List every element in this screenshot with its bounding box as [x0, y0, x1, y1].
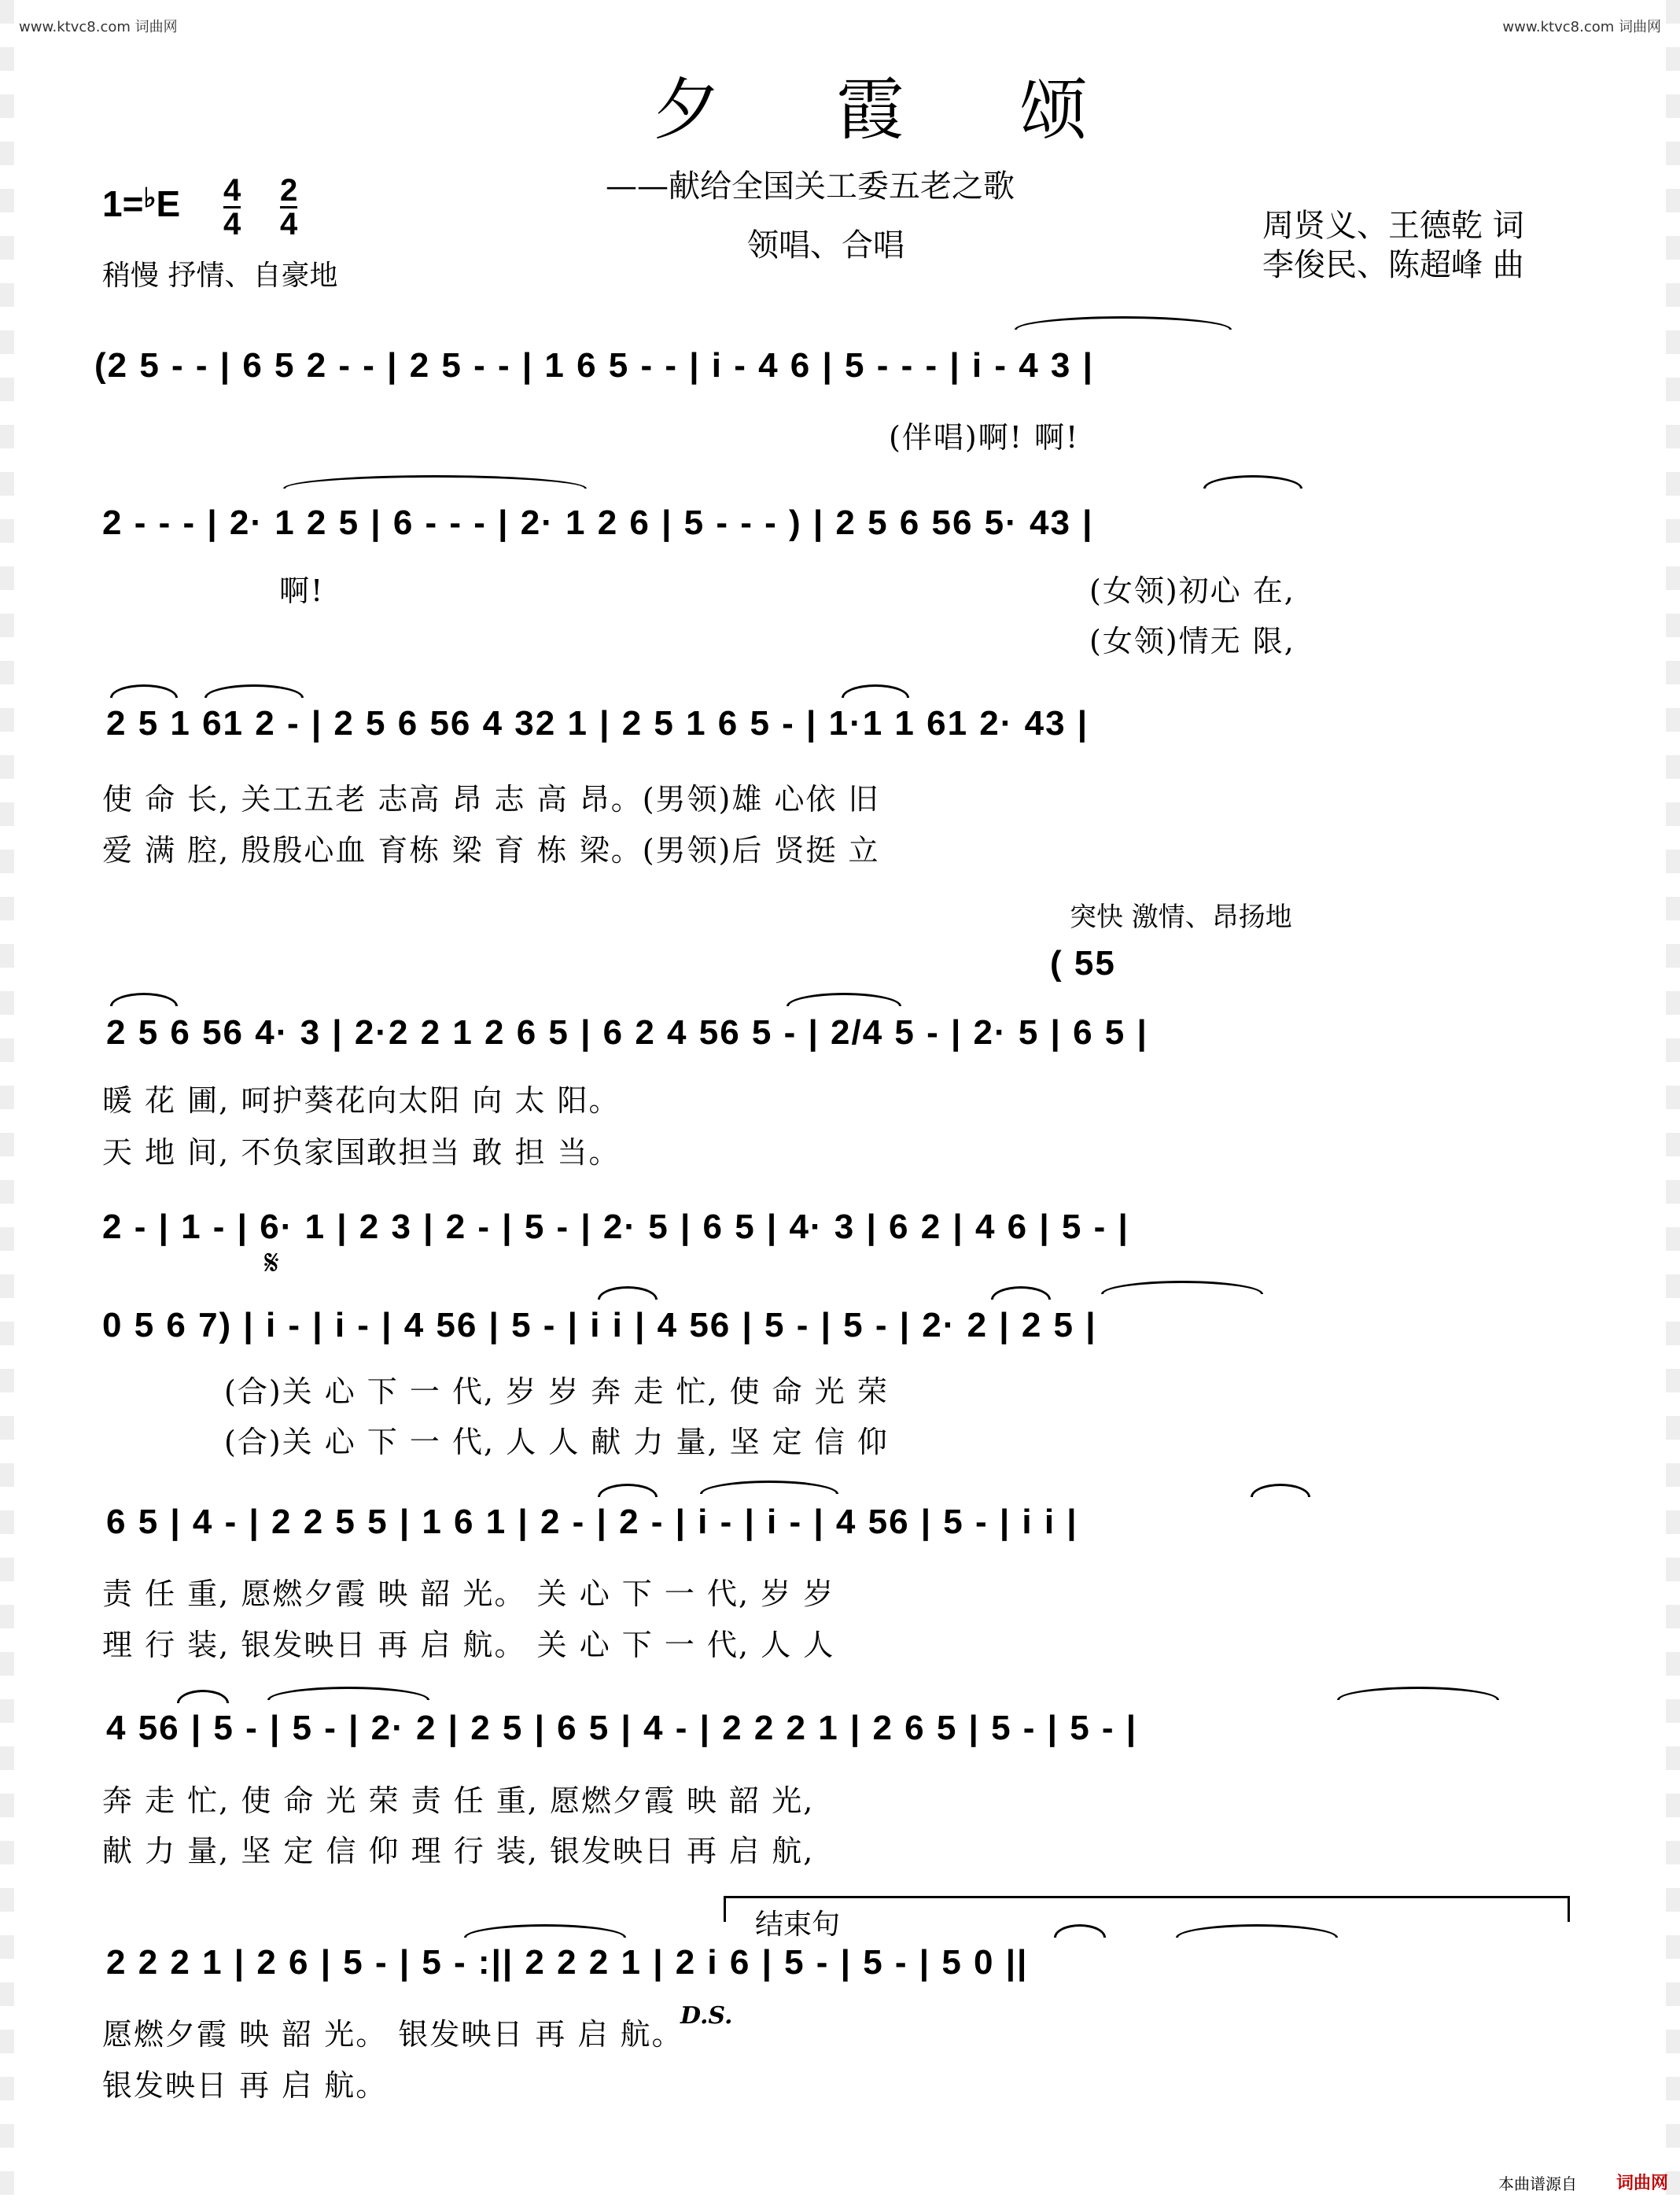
score-line-4: 2 5 6 56 4· 3 | 2·2 2 1 2 6 5 | 6 2 4 56 5 - | 2/4 5 - | 2· 5 | 6 5 | [106, 1013, 1148, 1052]
performance-note: 领唱、合唱 [747, 227, 904, 264]
tie-line-9c [1054, 1924, 1106, 1938]
flat-symbol: ♭ [143, 183, 157, 213]
score-line-8: 4 56 | 5 - | 5 - | 2· 2 | 2 5 | 6 5 | 4 - | 2 2 2 1 | 2 6 5 | 5 - | 5 - | [106, 1709, 1138, 1747]
dal-segno-mark: D.S. [680, 2002, 733, 2030]
tie-line-3c [842, 684, 909, 698]
song-title: 夕 霞 颂 [653, 71, 1135, 149]
meter-two-top: 2 [280, 173, 298, 208]
tie-line-1 [1015, 316, 1232, 330]
lyric-line-7b: 理 行 装, 银发映日 再 启 航。 关 心 下 一 代, 人 人 [102, 1628, 835, 1662]
ending-bracket [724, 1896, 1570, 1922]
tie-line-3b [204, 684, 304, 698]
meter-two-bottom: 4 [280, 207, 298, 242]
lyric-line-3b: 爱 满 腔, 殷殷心血 育栋 梁 育 栋 梁。(男领)后 贤挺 立 [102, 833, 880, 868]
tie-line-7c [1251, 1484, 1310, 1497]
lyric-line-8b: 献 力 量, 坚 定 信 仰 理 行 装, 银发映日 再 启 航, [102, 1834, 815, 1868]
tie-line-9b [1176, 1924, 1338, 1938]
tempo-change: 突快 激情、昂扬地 [1070, 902, 1292, 933]
tie-line-6a [598, 1286, 658, 1300]
key-signature [102, 183, 180, 225]
lyric-line-8a: 奔 走 忙, 使 命 光 荣 责 任 重, 愿燃夕霞 映 韶 光, [102, 1783, 815, 1818]
tie-line-2a [283, 475, 587, 489]
tie-line-4a [110, 993, 178, 1006]
lyric-line-4a: 暖 花 圃, 呵护葵花向太阳 向 太 阳。 [102, 1083, 621, 1118]
tie-line-9a [464, 1924, 626, 1938]
lyric-line-2b: (女领)初心 在, [1089, 573, 1295, 608]
key-note: E [156, 183, 181, 224]
score-line-7: 6 5 | 4 - | 2 2 5 5 | 1 6 1 | 2 - | 2 - | i - | i - | 4 56 | 5 - | i i | [106, 1503, 1078, 1541]
lyric-line-7a: 责 任 重, 愿燃夕霞 映 韶 光。 关 心 下 一 代, 岁 岁 [102, 1577, 835, 1611]
lyric-line-1: (伴唱)啊! 啊! [889, 420, 1080, 455]
lyric-line-6b: (合)关 心 下 一 代, 人 人 献 力 量, 坚 定 信 仰 [224, 1425, 889, 1459]
score-line-6: 0 5 6 7) | i - | i - | 4 56 | 5 - | i i | 4 56 | 5 - | 5 - | 2· 2 | 2 5 | [102, 1306, 1097, 1344]
lyric-line-3a: 使 命 长, 关工五老 志高 昂 志 高 昂。(男领)雄 心依 旧 [102, 782, 880, 817]
watermark-left: www.ktvc8.com 词曲网 [19, 19, 178, 35]
footer-source-text: 本曲谱源自 [1498, 2174, 1577, 2193]
segno-sign: 𝄋 [264, 1243, 279, 1283]
meter-one-bottom: 4 [223, 207, 241, 242]
score-line-1: (2 5 - - | 6 5 2 - - | 2 5 - - | 1 6 5 - - | i - 4 6 | 5 - - - | i - 4 3 | [94, 346, 1094, 385]
tie-line-7a [598, 1484, 658, 1497]
lyricist-credit: 周贤义、王德乾 词 [1262, 208, 1524, 244]
tie-line-3a [110, 684, 178, 698]
meter-one-top: 4 [223, 173, 241, 208]
tie-line-6c [1101, 1281, 1263, 1294]
lyric-line-4b: 天 地 间, 不负家国敢担当 敢 担 当。 [102, 1135, 621, 1170]
footer-site-logo: 词曲网 [1616, 2174, 1669, 2193]
lyric-line-6a: (合)关 心 下 一 代, 岁 岁 奔 走 忙, 使 命 光 荣 [224, 1374, 889, 1409]
lyric-line-9a: 愿燃夕霞 映 韶 光。 银发映日 再 启 航。 [102, 2017, 683, 2052]
score-line-2: 2 - - - | 2· 1 2 5 | 6 - - - | 2· 1 2 6 | 5 - - - ) | 2 5 6 56 5· 43 | [102, 503, 1094, 542]
score-line-9: 2 2 2 1 | 2 6 | 5 - | 5 - :|| 2 2 2 1 | 2 i 6 | 5 - | 5 - | 5 0 || [106, 1943, 1029, 1982]
tie-line-8c [1337, 1687, 1499, 1700]
composer-credit: 李俊民、陈超峰 曲 [1262, 247, 1524, 283]
meter-one [223, 175, 241, 240]
tempo-marking: 稍慢 抒情、自豪地 [102, 260, 338, 292]
tie-line-8b [267, 1687, 429, 1700]
tie-line-6b [991, 1286, 1051, 1300]
ending-label: 结束句 [755, 1908, 841, 1941]
tie-line-8a [177, 1690, 229, 1703]
right-border-strip [1666, 0, 1680, 2209]
score-line-3: 2 5 1 61 2 - | 2 5 6 56 4 32 1 | 2 5 1 6 5 - | 1·1 1 61 2· 43 | [106, 704, 1089, 743]
tie-line-7b [700, 1481, 838, 1494]
lyric-line-2a: 啊! [279, 573, 325, 608]
lyric-line-2c: (女领)情无 限, [1089, 624, 1295, 658]
meter-two [280, 175, 297, 240]
tie-line-4b [787, 993, 901, 1006]
key-prefix: 1= [102, 183, 144, 224]
score-line-5: 2 - | 1 - | 6· 1 | 2 3 | 2 - | 5 - | 2· 5 | 6 5 | 4· 3 | 6 2 | 4 6 | 5 - | [102, 1208, 1129, 1246]
watermark-right: www.ktvc8.com 词曲网 [1502, 19, 1661, 35]
tie-line-2b [1203, 475, 1302, 489]
left-border-strip [0, 0, 14, 2209]
song-subtitle: ——献给全国关工委五老之歌 [606, 168, 1015, 205]
pickup-notes: ( 55 [1050, 944, 1116, 983]
lyric-line-9b: 银发映日 再 启 航。 [102, 2068, 388, 2103]
